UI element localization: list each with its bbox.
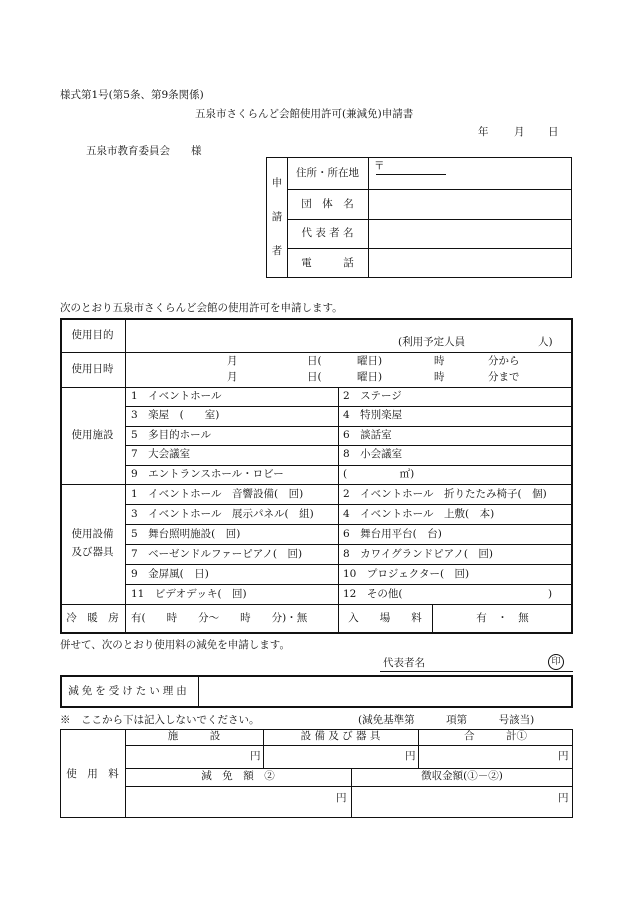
facility-option[interactable]: 7 大会議室 xyxy=(131,448,191,460)
to-day: 日( xyxy=(307,371,322,383)
from-month: 月 xyxy=(227,355,238,367)
to-hour: 時 xyxy=(434,371,445,383)
from-minute: 分から xyxy=(488,355,520,367)
equipment-option[interactable]: 8 カワイグランドピアノ( 回) xyxy=(343,548,494,560)
to-minute: 分まで xyxy=(488,371,520,383)
reduction-basis: (減免基準第 項第 号該当) xyxy=(358,714,535,726)
reduction-intro: 併せて、次のとおり使用料の減免を申請します。 xyxy=(60,639,290,651)
fee-equipment-yen: 円 xyxy=(405,750,416,762)
fee-collected-yen: 円 xyxy=(558,792,569,804)
facility-option[interactable]: 9 エントランスホール・ロビー xyxy=(131,468,284,480)
fee-reduction-header: 減 免 額 ② xyxy=(201,770,275,782)
address-field[interactable]: 〒 xyxy=(374,160,385,172)
heating-label: 冷 暖 房 xyxy=(66,612,119,624)
fee-total-yen: 円 xyxy=(558,750,569,762)
from-weekday: 曜日) xyxy=(357,355,383,367)
facility-option[interactable]: 3 楽屋 ( 室) xyxy=(131,409,220,421)
office-use-notice: ※ ここから下は記入しないでください。 xyxy=(60,714,260,726)
date-month: 月 xyxy=(514,126,525,138)
representative-sign-label: 代表者名 xyxy=(383,657,425,669)
fees-label: 使 用 料 xyxy=(66,768,119,780)
to-month: 月 xyxy=(227,371,238,383)
intro-text: 次のとおり五泉市さくらんど会館の使用許可を申請します。 xyxy=(60,302,343,314)
facility-option[interactable]: 5 多目的ホール xyxy=(131,429,211,441)
fee-collected-header: 徴収金額(①－②) xyxy=(421,770,503,782)
admission-field[interactable]: 有 ・ 無 xyxy=(476,612,529,624)
applicant-side-label-2: 請 xyxy=(271,211,283,223)
admission-label: 入 場 料 xyxy=(348,612,422,624)
date-day: 日 xyxy=(548,126,559,138)
equipment-option-other[interactable]: 12 その他( xyxy=(343,588,403,600)
applicant-side-label-3: 者 xyxy=(271,245,283,257)
facility-option[interactable]: 1 イベントホール xyxy=(131,390,222,402)
equipment-option[interactable]: 6 舞台用平台( 台) xyxy=(343,528,442,540)
reduction-reason-label: 減免を受けたい理由 xyxy=(68,685,190,697)
form-title: 五泉市さくらんど会館使用許可(兼減免)申請書 xyxy=(195,108,414,120)
group-name-label: 団 体 名 xyxy=(301,198,354,210)
equipment-option[interactable]: 1 イベントホール 音響設備( 回) xyxy=(131,488,304,500)
attendees-label: (利用予定人員 xyxy=(398,336,466,348)
heating-field[interactable]: 有( 時 分～ 時 分)・無 xyxy=(131,612,308,624)
equipment-option[interactable]: 11 ビデオデッキ( 回) xyxy=(131,588,247,600)
seal-mark: 印 xyxy=(548,654,564,670)
equipment-option[interactable]: 10 プロジェクター( 回) xyxy=(343,568,470,580)
floor-area-field[interactable]: ( ㎡) xyxy=(343,468,415,480)
equipment-option[interactable]: 9 金屏風( 日) xyxy=(131,568,209,580)
to-weekday: 曜日) xyxy=(357,371,383,383)
equipment-label-line2: 及び器具 xyxy=(71,546,114,558)
facility-option[interactable]: 6 談話室 xyxy=(343,429,392,441)
reduction-reason-field[interactable] xyxy=(204,678,566,705)
equipment-label-line1: 使用設備 xyxy=(71,528,114,540)
datetime-label: 使用日時 xyxy=(71,363,114,375)
facility-option[interactable]: 8 小会議室 xyxy=(343,448,403,460)
representative-sign-field[interactable] xyxy=(440,652,540,670)
equipment-other-close: ) xyxy=(548,588,553,600)
fee-equipment-header: 設 備 及 び 器 具 xyxy=(300,730,381,742)
equipment-option[interactable]: 5 舞台照明施設( 回) xyxy=(131,528,241,540)
facility-option[interactable]: 2 ステージ xyxy=(343,390,402,402)
date-year: 年 xyxy=(478,126,489,138)
fee-total-header: 合 計① xyxy=(464,730,527,742)
attendees-unit: 人) xyxy=(538,336,553,348)
fee-facility-yen: 円 xyxy=(250,750,261,762)
facilities-label: 使用施設 xyxy=(71,429,114,441)
representative-label: 代 表 者 名 xyxy=(301,227,354,239)
form-number: 様式第1号(第5条、第9条関係) xyxy=(60,89,204,101)
equipment-option[interactable]: 4 イベントホール 上敷( 本) xyxy=(343,508,495,520)
facility-option[interactable]: 4 特別楽屋 xyxy=(343,409,403,421)
from-day: 日( xyxy=(307,355,322,367)
fee-facility-header: 施 設 xyxy=(167,730,221,742)
from-hour: 時 xyxy=(434,355,445,367)
equipment-option[interactable]: 3 イベントホール 展示パネル( 組) xyxy=(131,508,314,520)
equipment-option[interactable]: 2 イベントホール 折りたたみ椅子( 個) xyxy=(343,488,547,500)
addressee: 五泉市教育委員会 様 xyxy=(86,145,202,157)
purpose-field[interactable] xyxy=(130,320,568,350)
equipment-option[interactable]: 7 ベーゼンドルファーピアノ( 回) xyxy=(131,548,303,560)
applicant-side-label-1: 申 xyxy=(271,177,283,189)
address-label: 住所・所在地 xyxy=(296,167,359,179)
purpose-label: 使用目的 xyxy=(71,329,114,341)
phone-label: 電 話 xyxy=(301,257,354,269)
fee-reduction-yen: 円 xyxy=(336,792,347,804)
